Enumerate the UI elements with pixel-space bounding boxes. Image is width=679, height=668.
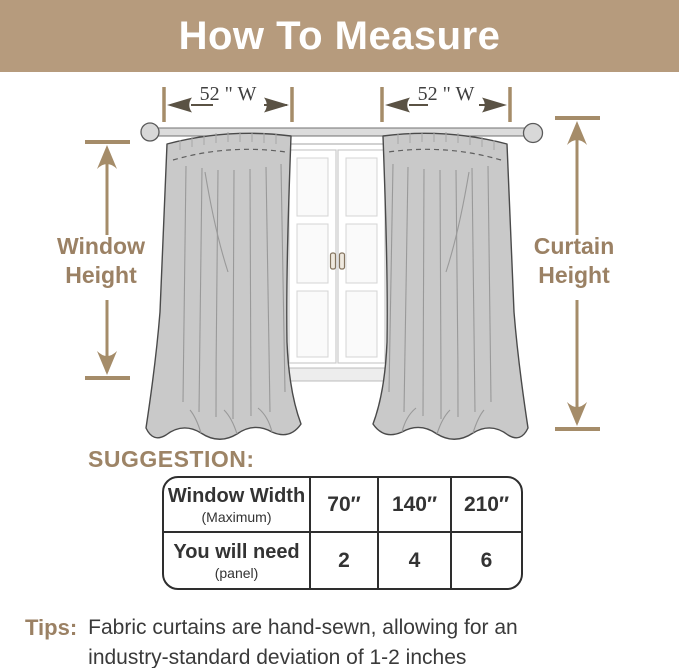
tips-label: Tips:	[25, 615, 78, 640]
window-height-label: Window Height	[57, 233, 145, 288]
table-cell-width-70: 70″	[311, 478, 379, 533]
rod-finial-right	[524, 124, 543, 143]
window-sill	[276, 368, 400, 381]
panel-suggestion-table	[162, 476, 523, 590]
right-curtain-width-label: 52 " W	[417, 83, 475, 105]
table-row-header: You will need (panel)	[164, 533, 311, 588]
table-cell-width-140: 140″	[379, 478, 452, 533]
tips-section	[25, 613, 670, 668]
left-curtain-panel	[146, 132, 301, 439]
tips-text: Fabric curtains are hand-sewn, allowing for an industry-standard deviation of 1-2 inches	[88, 616, 518, 668]
rod-finial-left	[141, 123, 159, 141]
table-cell-panels-4: 4	[379, 533, 452, 588]
header-banner	[0, 0, 679, 72]
table-cell-width-210: 210″	[452, 478, 521, 533]
table-row-header: Window Width (Maximum)	[164, 478, 311, 533]
suggestion-heading: SUGGESTION:	[88, 446, 255, 472]
window	[276, 144, 400, 381]
table-cell-panels-6: 6	[480, 548, 493, 572]
left-curtain-width-label: 52 " W	[199, 83, 257, 105]
right-curtain-panel	[373, 132, 528, 439]
page-title: How To Measure	[178, 13, 501, 58]
measure-diagram	[0, 72, 679, 445]
table-cell-panels-2: 2	[311, 533, 379, 588]
curtain-height-label: Curtain Height	[533, 233, 615, 288]
